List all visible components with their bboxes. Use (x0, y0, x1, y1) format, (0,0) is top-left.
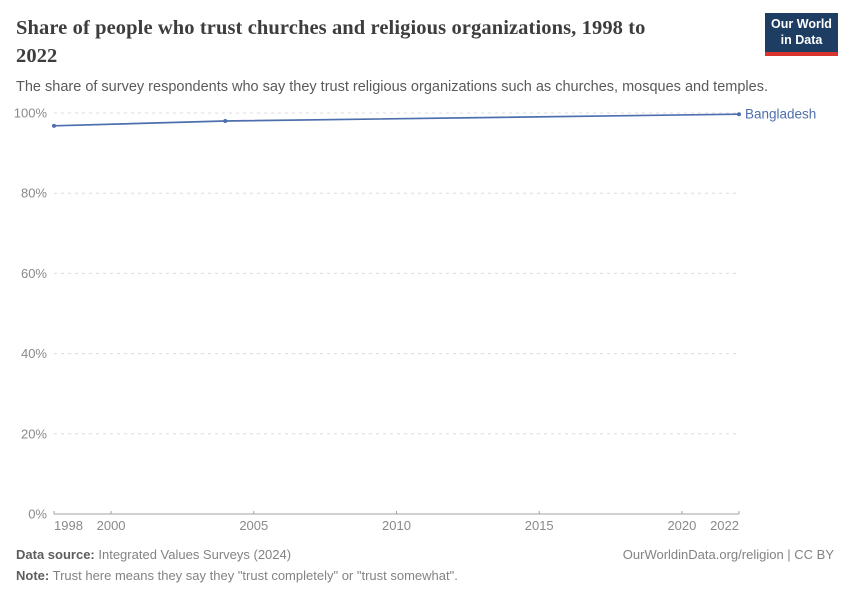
chart-svg (0, 95, 850, 540)
y-axis-label: 0% (28, 506, 47, 522)
data-source-label: Data source: (16, 547, 95, 562)
x-axis-label: 2022 (710, 518, 739, 533)
y-axis-label: 20% (20, 426, 47, 442)
note-value: Trust here means they say they "trust completely" or "trust somewhat". (52, 568, 458, 583)
y-axis-label: 40% (20, 346, 47, 362)
series-label: Bangladesh (745, 106, 817, 122)
y-axis-label: 80% (20, 185, 47, 201)
y-axis-label: 60% (20, 265, 47, 281)
chart-footer (16, 547, 834, 583)
data-point (737, 112, 741, 116)
chart-subtitle: The share of survey respondents who say they trust religious organizations such as churches, mosques and temples. (16, 79, 768, 95)
x-axis-label: 2010 (382, 518, 411, 533)
x-axis-label: 1998 (54, 518, 83, 533)
trend-line (54, 114, 739, 126)
footer-note-row (16, 568, 834, 583)
page-title (16, 14, 750, 70)
data-source-value: Integrated Values Surveys (2024) (98, 547, 292, 562)
data-point (223, 119, 227, 123)
data-point (52, 124, 56, 128)
chart-header (16, 14, 768, 97)
x-axis-label: 2015 (524, 518, 554, 533)
note-label: Note: (16, 568, 50, 583)
x-axis-label: 2000 (96, 518, 126, 533)
footer-source-row (16, 547, 834, 562)
title-line-1: Share of people who trust churches and religious organizations, 1998 to (16, 17, 646, 39)
logo-line-1: Our World (771, 17, 832, 31)
data-source (16, 547, 291, 562)
logo-line-2: in Data (780, 33, 823, 47)
x-axis-label: 2005 (239, 518, 269, 533)
y-axis-label: 100% (13, 105, 47, 121)
x-axis-label: 2020 (667, 518, 697, 533)
owid-logo (765, 13, 838, 56)
title-line-2: 2022 (16, 45, 58, 67)
license-text: OurWorldinData.org/religion | CC BY (622, 547, 834, 562)
